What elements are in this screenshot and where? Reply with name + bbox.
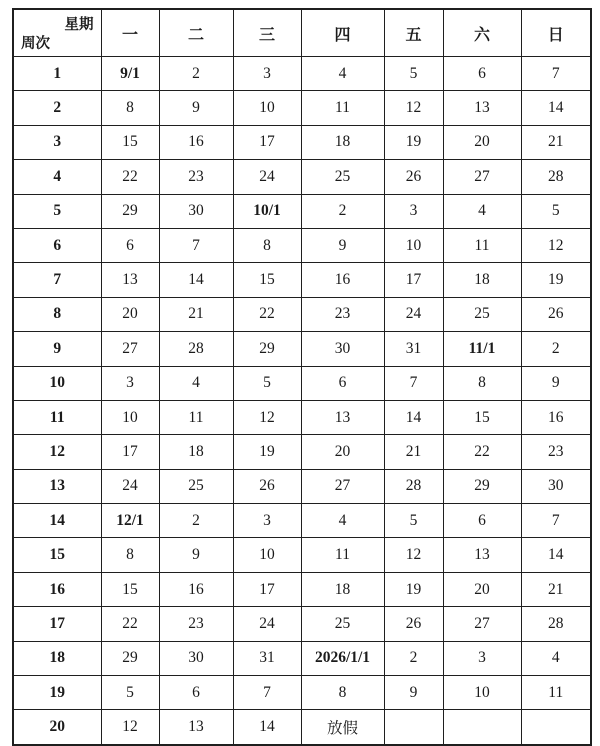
table-row	[13, 400, 591, 434]
date-cell: 21	[159, 297, 233, 331]
day-header-mon: 一	[101, 9, 159, 57]
date-cell: 17	[384, 263, 443, 297]
weekday-axis-label: 星期	[64, 17, 94, 33]
date-cell: 14	[521, 91, 591, 125]
date-cell: 3	[443, 641, 521, 675]
date-cell: 3	[233, 504, 301, 538]
date-cell: 11	[443, 228, 521, 262]
date-cell: 22	[443, 435, 521, 469]
week-axis-label: 周次	[21, 36, 50, 52]
date-cell: 8	[101, 91, 159, 125]
week-number-cell: 5	[13, 194, 101, 228]
empty-cell	[443, 710, 521, 745]
date-cell: 19	[384, 125, 443, 159]
date-cell: 27	[301, 469, 384, 503]
date-cell: 25	[159, 469, 233, 503]
date-cell: 17	[101, 435, 159, 469]
date-cell: 26	[521, 297, 591, 331]
date-cell: 12	[521, 228, 591, 262]
table-row	[13, 263, 591, 297]
day-header-fri: 五	[384, 9, 443, 57]
date-cell: 28	[521, 607, 591, 641]
week-number-cell: 16	[13, 572, 101, 606]
week-number-cell: 11	[13, 400, 101, 434]
date-cell: 12	[233, 400, 301, 434]
table-row	[13, 641, 591, 675]
week-number-cell: 20	[13, 710, 101, 745]
table-row	[13, 366, 591, 400]
date-cell: 2	[159, 57, 233, 91]
date-cell: 13	[101, 263, 159, 297]
date-cell: 3	[101, 366, 159, 400]
date-cell: 11/1	[443, 332, 521, 366]
date-cell: 20	[101, 297, 159, 331]
date-cell: 28	[159, 332, 233, 366]
date-cell: 11	[301, 538, 384, 572]
date-cell: 14	[159, 263, 233, 297]
date-cell: 16	[521, 400, 591, 434]
date-cell: 30	[159, 194, 233, 228]
date-cell: 24	[233, 607, 301, 641]
date-cell: 24	[101, 469, 159, 503]
date-cell: 27	[443, 160, 521, 194]
header-row	[13, 9, 591, 57]
date-cell: 2	[384, 641, 443, 675]
date-cell: 7	[521, 504, 591, 538]
date-cell: 4	[521, 641, 591, 675]
week-number-cell: 6	[13, 228, 101, 262]
date-cell: 19	[521, 263, 591, 297]
date-cell: 10	[443, 676, 521, 710]
date-cell: 10	[233, 538, 301, 572]
date-cell: 9	[384, 676, 443, 710]
date-cell: 9	[521, 366, 591, 400]
date-cell: 29	[233, 332, 301, 366]
week-number-cell: 3	[13, 125, 101, 159]
empty-cell	[384, 710, 443, 745]
date-cell: 4	[301, 504, 384, 538]
date-cell: 23	[301, 297, 384, 331]
date-cell: 12/1	[101, 504, 159, 538]
date-cell: 12	[384, 538, 443, 572]
date-cell: 16	[159, 125, 233, 159]
date-cell: 9/1	[101, 57, 159, 91]
date-cell: 4	[301, 57, 384, 91]
date-cell: 2	[301, 194, 384, 228]
date-cell: 11	[521, 676, 591, 710]
date-cell: 2026/1/1	[301, 641, 384, 675]
date-cell: 2	[521, 332, 591, 366]
date-cell: 6	[443, 57, 521, 91]
date-cell: 25	[443, 297, 521, 331]
empty-cell	[521, 710, 591, 745]
date-cell: 5	[233, 366, 301, 400]
date-cell: 15	[101, 125, 159, 159]
week-number-cell: 19	[13, 676, 101, 710]
date-cell: 18	[443, 263, 521, 297]
week-number-cell: 4	[13, 160, 101, 194]
day-header-sun: 日	[521, 9, 591, 57]
week-number-cell: 8	[13, 297, 101, 331]
date-cell: 22	[101, 607, 159, 641]
table-row	[13, 435, 591, 469]
date-cell: 7	[521, 57, 591, 91]
week-number-cell: 13	[13, 469, 101, 503]
date-cell: 28	[384, 469, 443, 503]
date-cell: 9	[301, 228, 384, 262]
day-header-tue: 二	[159, 9, 233, 57]
date-cell: 10	[384, 228, 443, 262]
date-cell: 20	[301, 435, 384, 469]
date-cell: 17	[233, 572, 301, 606]
table-row	[13, 607, 591, 641]
date-cell: 13	[159, 710, 233, 745]
date-cell: 18	[301, 125, 384, 159]
date-cell: 8	[233, 228, 301, 262]
table-row	[13, 91, 591, 125]
date-cell: 放假	[301, 710, 384, 745]
date-cell: 19	[384, 572, 443, 606]
day-header-wed: 三	[233, 9, 301, 57]
date-cell: 8	[101, 538, 159, 572]
table-row	[13, 228, 591, 262]
date-cell: 4	[443, 194, 521, 228]
date-cell: 21	[521, 572, 591, 606]
date-cell: 6	[301, 366, 384, 400]
calendar-body	[13, 57, 591, 745]
date-cell: 5	[101, 676, 159, 710]
date-cell: 30	[521, 469, 591, 503]
date-cell: 14	[233, 710, 301, 745]
week-number-cell: 18	[13, 641, 101, 675]
date-cell: 15	[233, 263, 301, 297]
date-cell: 13	[443, 91, 521, 125]
date-cell: 21	[384, 435, 443, 469]
date-cell: 5	[521, 194, 591, 228]
date-cell: 15	[443, 400, 521, 434]
date-cell: 10	[233, 91, 301, 125]
week-number-cell: 1	[13, 57, 101, 91]
date-cell: 27	[101, 332, 159, 366]
date-cell: 29	[443, 469, 521, 503]
school-calendar-table	[12, 8, 592, 746]
date-cell: 24	[384, 297, 443, 331]
week-number-cell: 14	[13, 504, 101, 538]
date-cell: 30	[159, 641, 233, 675]
week-number-cell: 9	[13, 332, 101, 366]
week-number-cell: 7	[13, 263, 101, 297]
date-cell: 7	[159, 228, 233, 262]
date-cell: 10	[101, 400, 159, 434]
date-cell: 16	[159, 572, 233, 606]
date-cell: 26	[384, 607, 443, 641]
date-cell: 18	[301, 572, 384, 606]
date-cell: 13	[301, 400, 384, 434]
date-cell: 3	[233, 57, 301, 91]
date-cell: 28	[521, 160, 591, 194]
day-header-sat: 六	[443, 9, 521, 57]
date-cell: 8	[443, 366, 521, 400]
date-cell: 11	[159, 400, 233, 434]
date-cell: 9	[159, 91, 233, 125]
date-cell: 30	[301, 332, 384, 366]
date-cell: 3	[384, 194, 443, 228]
table-row	[13, 160, 591, 194]
date-cell: 26	[233, 469, 301, 503]
table-row	[13, 125, 591, 159]
table-row	[13, 676, 591, 710]
date-cell: 14	[384, 400, 443, 434]
day-header-thu: 四	[301, 9, 384, 57]
date-cell: 18	[159, 435, 233, 469]
date-cell: 25	[301, 160, 384, 194]
date-cell: 27	[443, 607, 521, 641]
table-row	[13, 297, 591, 331]
date-cell: 5	[384, 57, 443, 91]
date-cell: 23	[159, 607, 233, 641]
date-cell: 5	[384, 504, 443, 538]
date-cell: 14	[521, 538, 591, 572]
table-row	[13, 194, 591, 228]
date-cell: 15	[101, 572, 159, 606]
date-cell: 6	[443, 504, 521, 538]
week-number-cell: 10	[13, 366, 101, 400]
date-cell: 21	[521, 125, 591, 159]
week-number-cell: 2	[13, 91, 101, 125]
date-cell: 29	[101, 194, 159, 228]
corner-cell	[13, 9, 101, 57]
date-cell: 8	[301, 676, 384, 710]
date-cell: 26	[384, 160, 443, 194]
date-cell: 22	[233, 297, 301, 331]
date-cell: 24	[233, 160, 301, 194]
table-row	[13, 332, 591, 366]
date-cell: 31	[233, 641, 301, 675]
date-cell: 31	[384, 332, 443, 366]
date-cell: 6	[159, 676, 233, 710]
date-cell: 10/1	[233, 194, 301, 228]
date-cell: 6	[101, 228, 159, 262]
date-cell: 23	[521, 435, 591, 469]
date-cell: 12	[384, 91, 443, 125]
date-cell: 20	[443, 125, 521, 159]
table-row	[13, 710, 591, 745]
date-cell: 7	[233, 676, 301, 710]
date-cell: 13	[443, 538, 521, 572]
date-cell: 22	[101, 160, 159, 194]
week-number-cell: 15	[13, 538, 101, 572]
date-cell: 9	[159, 538, 233, 572]
date-cell: 12	[101, 710, 159, 745]
table-row	[13, 538, 591, 572]
date-cell: 17	[233, 125, 301, 159]
date-cell: 16	[301, 263, 384, 297]
date-cell: 23	[159, 160, 233, 194]
week-number-cell: 12	[13, 435, 101, 469]
table-row	[13, 469, 591, 503]
date-cell: 2	[159, 504, 233, 538]
week-number-cell: 17	[13, 607, 101, 641]
date-cell: 7	[384, 366, 443, 400]
table-row	[13, 57, 591, 91]
table-row	[13, 572, 591, 606]
date-cell: 29	[101, 641, 159, 675]
date-cell: 4	[159, 366, 233, 400]
date-cell: 11	[301, 91, 384, 125]
table-row	[13, 504, 591, 538]
date-cell: 25	[301, 607, 384, 641]
date-cell: 19	[233, 435, 301, 469]
date-cell: 20	[443, 572, 521, 606]
